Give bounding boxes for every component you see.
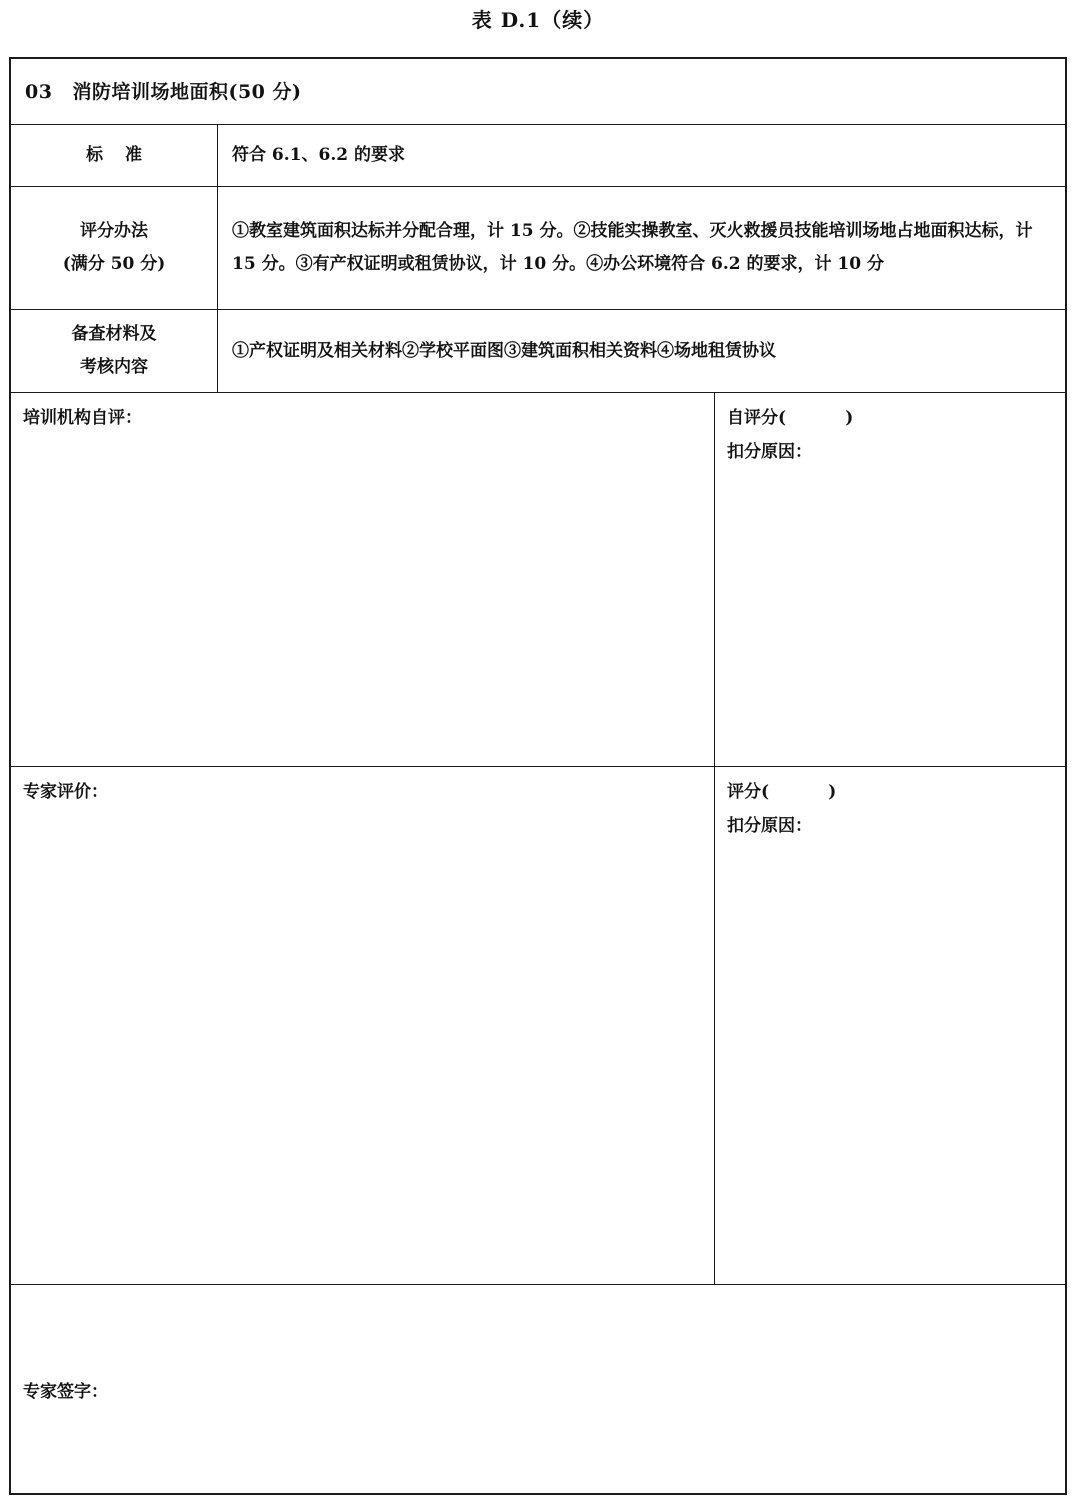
section-title	[25, 77, 302, 104]
scoring-content: ①教室建筑面积达标并分配合理，计 15 分。②技能实操教室、灭火救援员技能培训场地占地面积达标，计 15 分。③有产权证明或租赁协议，计 10 分。④办公环境符合 6.2 的要求，计 10 分	[232, 221, 1033, 274]
materials-row	[11, 310, 1065, 393]
scoring-label-cell	[11, 187, 218, 309]
self-evaluation-label: 培训机构自评：	[23, 408, 142, 428]
scoring-sublabel: (满分 50 分)	[62, 254, 166, 274]
expert-score-cell	[715, 767, 1065, 1284]
expert-signature-label: 专家签字：	[23, 1382, 108, 1402]
self-deduction-label: 扣分原因：	[727, 442, 812, 462]
section-code: 03	[25, 81, 53, 103]
scoring-label: 评分办法	[80, 221, 148, 241]
section-name: 消防培训场地面积(50 分)	[72, 81, 302, 103]
standard-row	[11, 125, 1065, 187]
expert-evaluation-label: 专家评价：	[23, 782, 108, 802]
expert-evaluation-row	[11, 767, 1065, 1285]
evaluation-form	[9, 57, 1067, 1495]
materials-label-cell	[11, 310, 218, 392]
scoring-row	[11, 187, 1065, 310]
standard-content-cell	[218, 125, 1065, 186]
expert-score-label: 评分( )	[727, 782, 837, 802]
self-score-cell	[715, 393, 1065, 766]
table-caption: 表 D.1（续）	[471, 8, 605, 32]
signature-row	[11, 1285, 1065, 1493]
standard-label-cell	[11, 125, 218, 186]
scoring-content-cell	[218, 187, 1065, 309]
materials-label-line2: 考核内容	[80, 357, 148, 377]
expert-evaluation-cell	[11, 767, 715, 1284]
self-evaluation-row	[11, 393, 1065, 767]
materials-label-line1: 备查材料及	[71, 324, 157, 344]
standard-content: 符合 6.1、6.2 的要求	[232, 145, 405, 165]
materials-content-cell	[218, 310, 1065, 392]
expert-deduction-label: 扣分原因：	[727, 816, 812, 836]
self-evaluation-cell	[11, 393, 715, 766]
standard-label: 标准	[86, 145, 164, 165]
materials-content: ①产权证明及相关材料②学校平面图③建筑面积相关资料④场地租赁协议	[232, 340, 776, 361]
self-score-label: 自评分( )	[727, 408, 854, 428]
section-header-row	[11, 59, 1065, 125]
